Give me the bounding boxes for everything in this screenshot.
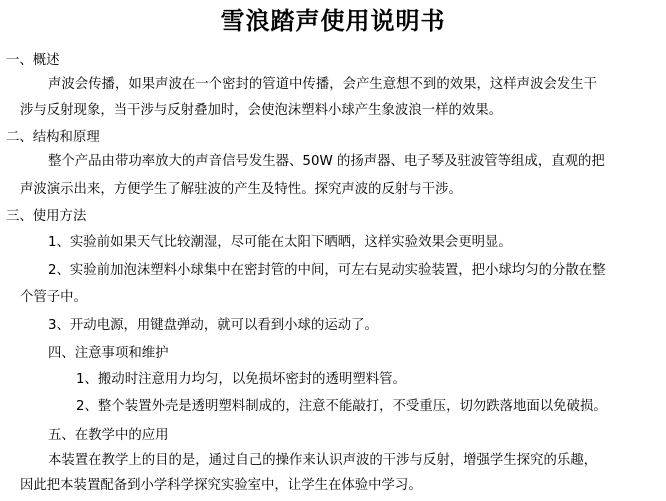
- document-title: 雪浪踏声使用说明书: [220, 6, 446, 35]
- list-item: 1、实验前如果天气比较潮湿，尽可能在太阳下晒晒，这样实验效果会更明显。: [48, 235, 512, 250]
- list-item: 3、开动电源，用键盘弹动，就可以看到小球的运动了。: [48, 318, 378, 333]
- paragraph-line: 因此把本装置配备到小学科学探究实验室中，让学生在体验中学习。: [20, 478, 422, 493]
- paragraph-line: 声波会传播，如果声波在一个密封的管道中传播，会产生意想不到的效果，这样声波会发生干: [48, 77, 598, 92]
- list-item: 2、整个装置外壳是透明塑料制成的，注意不能敲打，不受重压，切勿跌落地面以免破损。: [76, 399, 607, 414]
- list-item-continuation: 个管子中。: [20, 290, 87, 305]
- paragraph-line: 声波演示出来，方便学生了解驻波的产生及特性。探究声波的反射与干涉。: [20, 182, 462, 197]
- section-heading-teaching: 五、在教学中的应用: [48, 428, 169, 443]
- paragraph-line: 整个产品由带功率放大的声音信号发生器、50W 的扬声器、电子琴及驻波管等组成，直观的把: [48, 154, 605, 169]
- section-heading-usage: 三、使用方法: [6, 209, 87, 224]
- paragraph-line: 本装置在教学上的目的是，通过自己的操作来认识声波的干涉与反射，增强学生探究的乐趣，: [48, 453, 598, 468]
- section-heading-overview: 一、概述: [6, 53, 60, 68]
- paragraph-line: 涉与反射现象，当干涉与反射叠加时，会使泡沫塑料小球产生象波浪一样的效果。: [20, 103, 503, 118]
- section-heading-structure: 二、结构和原理: [6, 130, 100, 145]
- section-heading-maintenance: 四、注意事项和维护: [48, 346, 169, 361]
- list-item: 1、搬动时注意用力均匀，以免损坏密封的透明塑料管。: [76, 372, 406, 387]
- list-item: 2、实验前加泡沫塑料小球集中在密封管的中间，可左右晃动实验装置，把小球均匀的分散在整: [48, 263, 606, 278]
